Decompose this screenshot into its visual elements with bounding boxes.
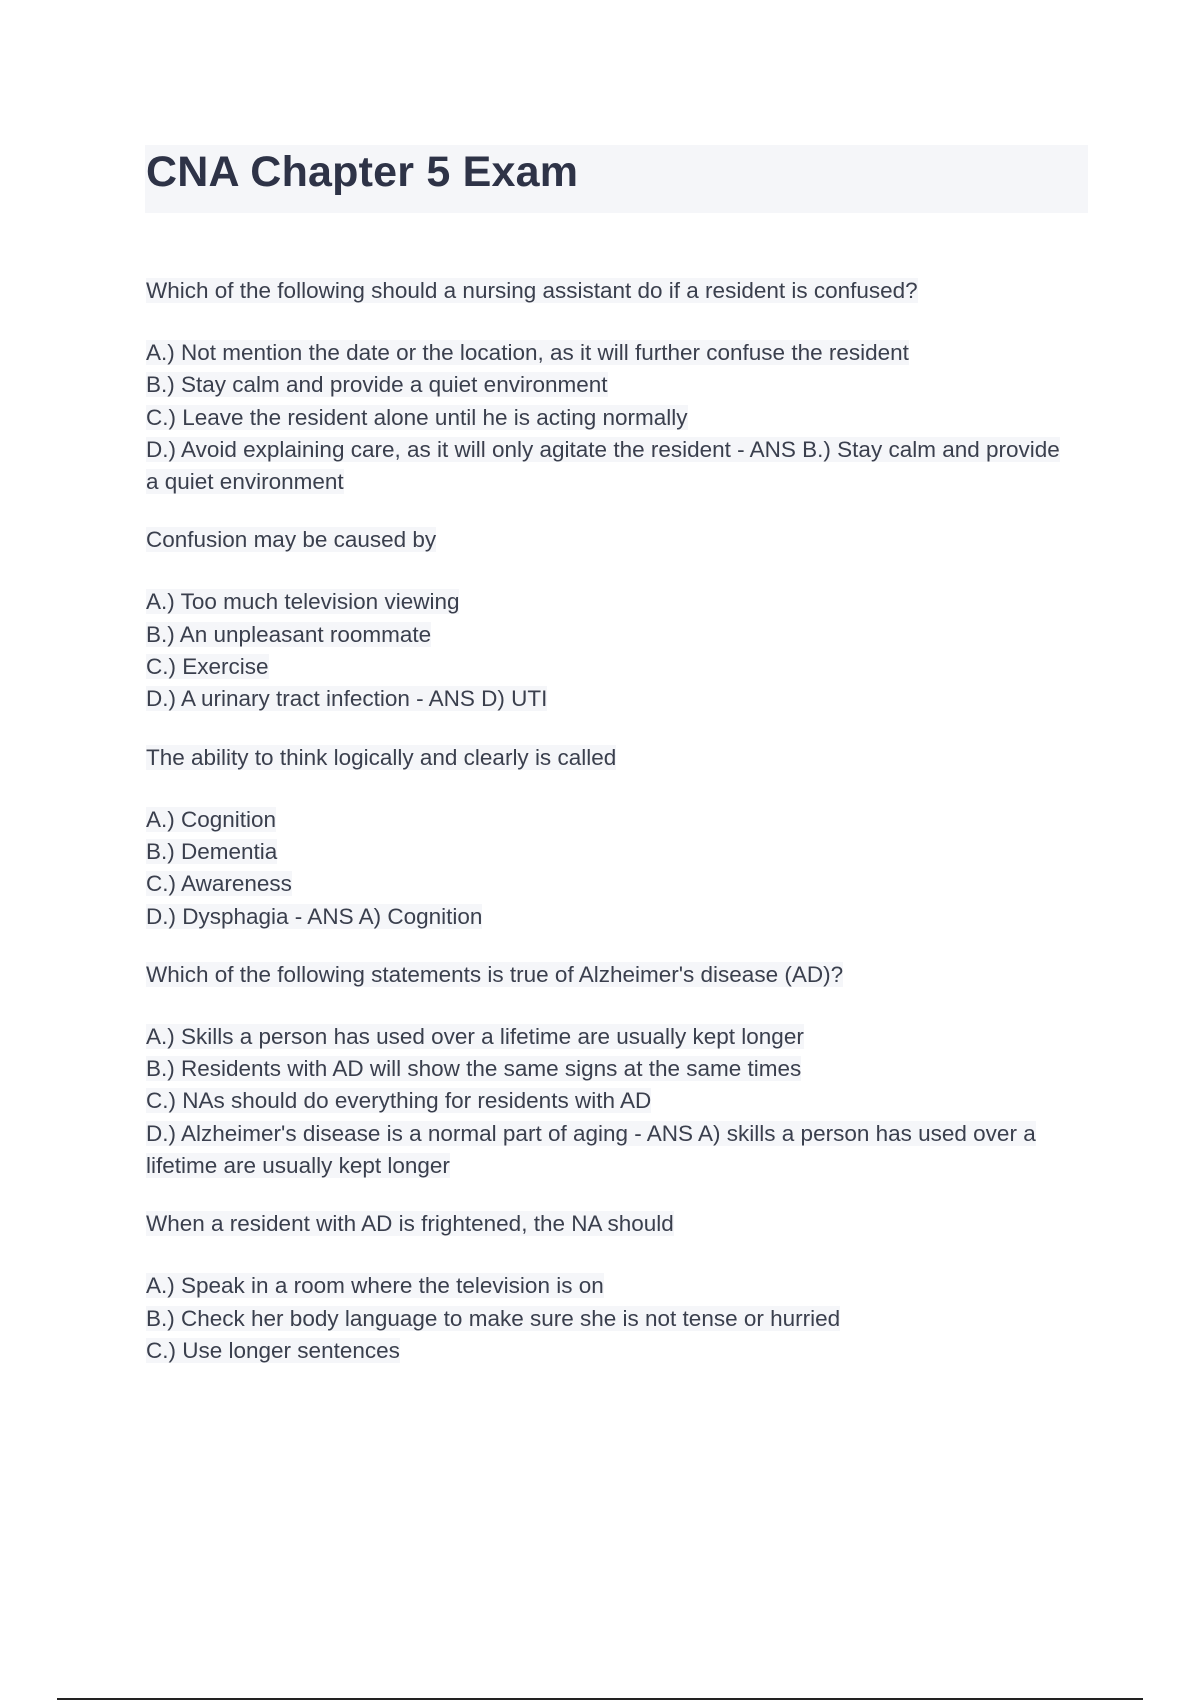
answer-option-text: C.) Leave the resident alone until he is acting normally <box>146 404 688 430</box>
answer-option-text: C.) Exercise <box>146 654 269 680</box>
question-text-span: When a resident with AD is frightened, the NA should <box>146 1211 674 1237</box>
answer-option <box>146 836 1066 868</box>
question-text-span: Confusion may be caused by <box>146 527 437 553</box>
answer-option <box>146 337 1066 369</box>
answer-option-text: A.) Cognition <box>146 806 277 832</box>
answer-option-text: A.) Skills a person has used over a lifetime are usually kept longer <box>146 1023 804 1049</box>
answer-option <box>146 683 1066 715</box>
answer-option <box>146 619 1066 651</box>
answer-option-text: B.) Stay calm and provide a quiet environment <box>146 372 608 398</box>
answer-option <box>146 901 1066 933</box>
question-block <box>146 959 1066 1182</box>
answer-option <box>146 1085 1066 1117</box>
answer-option <box>146 1053 1066 1085</box>
question-text <box>146 1208 1066 1240</box>
answer-option <box>146 868 1066 900</box>
exam-content <box>146 275 1066 1393</box>
question-text-span: Which of the following statements is true of Alzheimer's disease (AD)? <box>146 961 844 987</box>
answer-option <box>146 434 1066 499</box>
answer-option-text: D.) Dysphagia - ANS A) Cognition <box>146 903 483 929</box>
answer-options <box>146 337 1066 498</box>
answer-options <box>146 804 1066 933</box>
question-text-span: The ability to think logically and clearly is called <box>146 744 617 770</box>
question-text <box>146 275 1066 307</box>
answer-options <box>146 1270 1066 1367</box>
answer-option-text: A.) Speak in a room where the television is on <box>146 1273 604 1299</box>
answer-options <box>146 1021 1066 1182</box>
answer-option-text: D.) A urinary tract infection - ANS D) UTI <box>146 686 548 712</box>
answer-option <box>146 402 1066 434</box>
question-text <box>146 959 1066 991</box>
question-block <box>146 524 1066 715</box>
answer-option <box>146 1303 1066 1335</box>
question-block <box>146 275 1066 498</box>
page-title: CNA Chapter 5 Exam <box>146 148 579 196</box>
question-block <box>146 1208 1066 1367</box>
question-block <box>146 742 1066 933</box>
answer-option <box>146 1270 1066 1302</box>
answer-option-text: C.) Awareness <box>146 871 292 897</box>
answer-option-text: A.) Not mention the date or the location, as it will further confuse the resident <box>146 340 909 365</box>
answer-option <box>146 1021 1066 1053</box>
answer-option <box>146 651 1066 683</box>
answer-option-text: B.) Dementia <box>146 838 278 864</box>
question-text-span: Which of the following should a nursing assistant do if a resident is confused? <box>146 278 918 303</box>
answer-option <box>146 1335 1066 1367</box>
answer-option <box>146 1118 1066 1183</box>
answer-option <box>146 804 1066 836</box>
answer-option-text: B.) An unpleasant roommate <box>146 621 432 647</box>
answer-option-text: D.) Alzheimer's disease is a normal part of aging - ANS A) skills a person has used over a lifetime are usually kept longer <box>146 1120 1036 1179</box>
question-text <box>146 742 1066 774</box>
question-text <box>146 524 1066 556</box>
answer-option-text: D.) Avoid explaining care, as it will only agitate the resident - ANS B.) Stay calm and provide a quiet environment <box>146 436 1060 495</box>
answer-option-text: B.) Check her body language to make sure she is not tense or hurried <box>146 1305 841 1331</box>
answer-option <box>146 369 1066 401</box>
answer-option-text: B.) Residents with AD will show the same signs at the same times <box>146 1056 802 1082</box>
answer-option-text: A.) Too much television viewing <box>146 589 460 615</box>
answer-option-text: C.) NAs should do everything for residents with AD <box>146 1088 652 1114</box>
answer-option-text: C.) Use longer sentences <box>146 1337 400 1363</box>
answer-option <box>146 586 1066 618</box>
answer-options <box>146 586 1066 715</box>
